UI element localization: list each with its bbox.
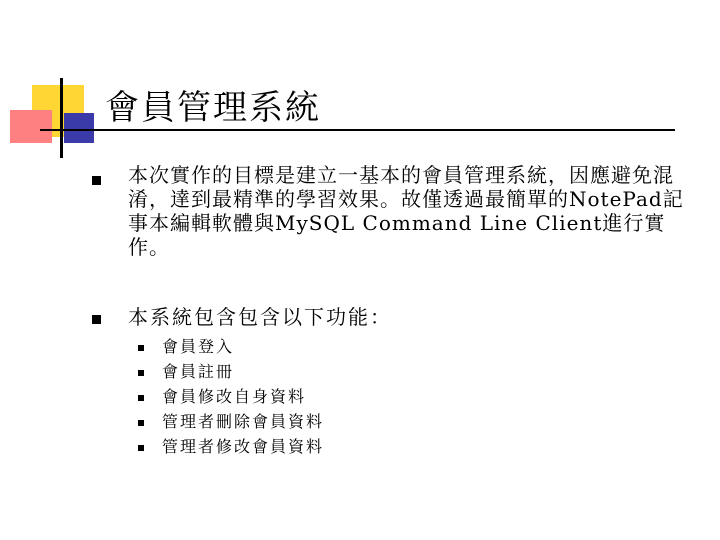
decor-red-square xyxy=(10,110,52,143)
feature-item: 會員註冊 xyxy=(162,362,235,381)
sub-bullet-icon xyxy=(138,445,144,451)
title-underline xyxy=(40,129,675,131)
feature-item: 會員修改自身資料 xyxy=(162,387,307,406)
slide-title: 會員管理系統 xyxy=(105,88,321,128)
decor-blue-square xyxy=(64,113,94,143)
bullet-text-2: 本系統包含包含以下功能： xyxy=(128,305,392,329)
sub-bullet-icon xyxy=(138,395,144,401)
sub-bullet-icon xyxy=(138,370,144,376)
bullet-text-1: 本次實作的目標是建立一基本的會員管理系統，因應避免混淆，達到最精準的學習效果。故僅透過最簡單的NotePad記事本編輯軟體與MySQL Command Line Client進行實作。 xyxy=(128,163,684,259)
feature-item: 管理者刪除會員資料 xyxy=(162,412,325,431)
sub-bullet-icon xyxy=(138,345,144,351)
sub-bullet-icon xyxy=(138,420,144,426)
feature-item: 管理者修改會員資料 xyxy=(162,437,325,456)
feature-item: 會員登入 xyxy=(162,337,235,356)
decor-vertical-line xyxy=(60,78,63,158)
bullet-square-icon xyxy=(92,315,101,324)
bullet-square-icon xyxy=(92,176,101,185)
